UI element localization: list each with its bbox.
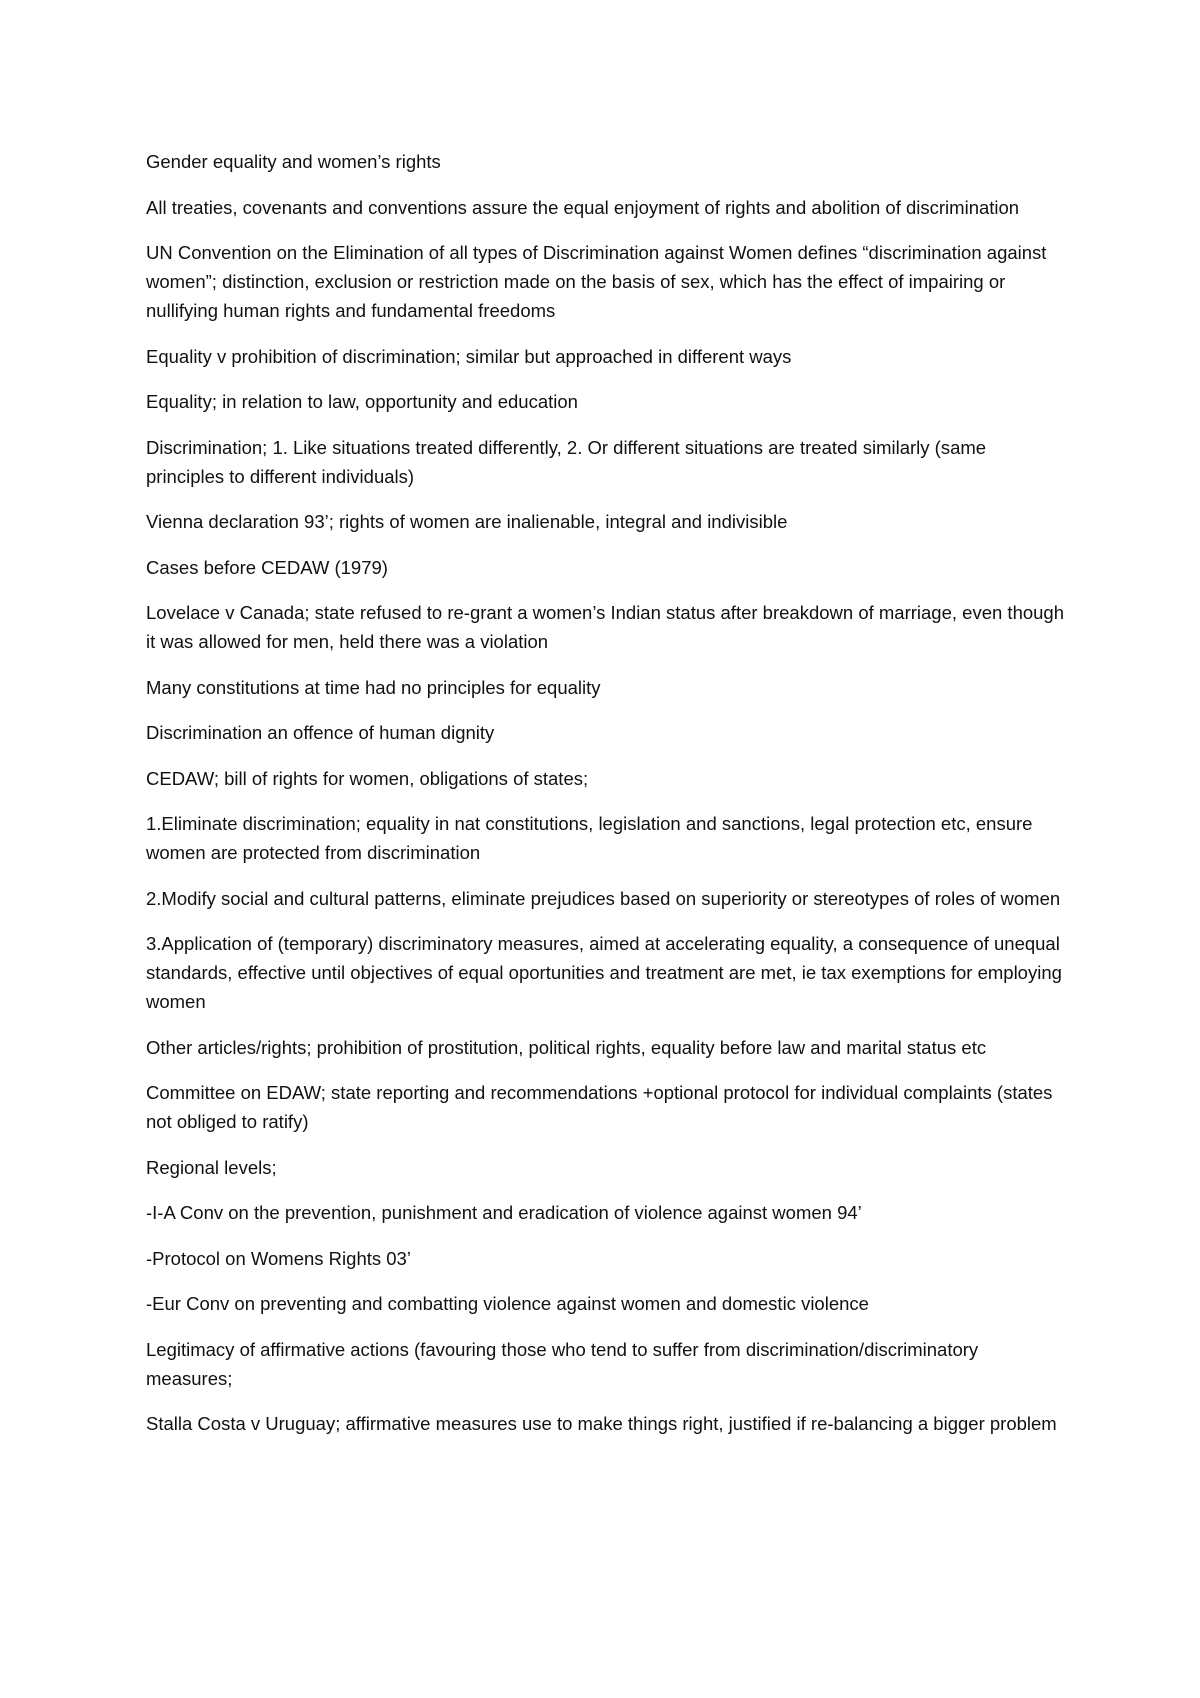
- paragraph: All treaties, covenants and conventions assure the equal enjoyment of rights and abolition of discrimination: [146, 196, 1020, 218]
- paragraph: 1.Eliminate discrimination; equality in nat constitutions, legislation and sanctions, legal protection etc, ensure women are protected from discrimination: [146, 813, 1033, 863]
- paragraph: CEDAW; bill of rights for women, obligations of states;: [146, 767, 589, 789]
- document-title: Gender equality and women’s rights: [146, 151, 441, 172]
- paragraph: Discrimination an offence of human dignity: [146, 722, 495, 743]
- paragraph: Equality v prohibition of discrimination; similar but approached in different ways: [146, 345, 792, 367]
- paragraph: Discrimination; 1. Like situations treated differently, 2. Or different situations are treated similarly (same principles to different individuals): [146, 436, 987, 487]
- paragraph: Vienna declaration 93’; rights of women are inalienable, integral and indivisible: [146, 511, 788, 532]
- paragraph: Stalla Costa v Uruguay; affirmative measures use to make things right, justified if re-balancing a bigger problem: [146, 1413, 1057, 1434]
- paragraph: Committee on EDAW; state reporting and recommendations +optional protocol for individual complaints (states not obliged to ratify): [146, 1082, 1053, 1132]
- paragraph: -Eur Conv on preventing and combatting violence against women and domestic violence: [146, 1293, 869, 1314]
- paragraph: Regional levels;: [146, 1156, 277, 1178]
- paragraph: Legitimacy of affirmative actions (favouring those who tend to suffer from discrimination/discriminatory measures;: [146, 1338, 979, 1389]
- paragraph: -Protocol on Womens Rights 03’: [146, 1247, 411, 1269]
- paragraph: 3.Application of (temporary) discriminatory measures, aimed at accelerating equality, a consequence of unequal standards, effective until objectives of equal oportunities and treatment are met, ie tax exemptions for employing women: [146, 933, 1062, 1012]
- paragraph: Cases before CEDAW (1979): [146, 556, 388, 578]
- paragraph: UN Convention on the Elimination of all types of Discrimination against Women defines “discrimination against women”; distinction, exclusion or restriction made on the basis of sex, which has the effect of impairing or nullifying human rights and fundamental freedoms: [146, 242, 1047, 321]
- paragraph: 2.Modify social and cultural patterns, eliminate prejudices based on superiority or stereotypes of roles of women: [146, 887, 1061, 909]
- paragraph: Other articles/rights; prohibition of prostitution, political rights, equality before law and marital status etc: [146, 1036, 987, 1058]
- paragraph: Equality; in relation to law, opportunity and education: [146, 391, 578, 412]
- document-body: [146, 147, 1066, 1455]
- paragraph: Many constitutions at time had no principles for equality: [146, 676, 601, 698]
- paragraph: Lovelace v Canada; state refused to re-grant a women’s Indian status after breakdown of marriage, even though it was allowed for men, held there was a violation: [146, 602, 1065, 652]
- paragraph: -I-A Conv on the prevention, punishment and eradication of violence against women 94’: [146, 1202, 862, 1223]
